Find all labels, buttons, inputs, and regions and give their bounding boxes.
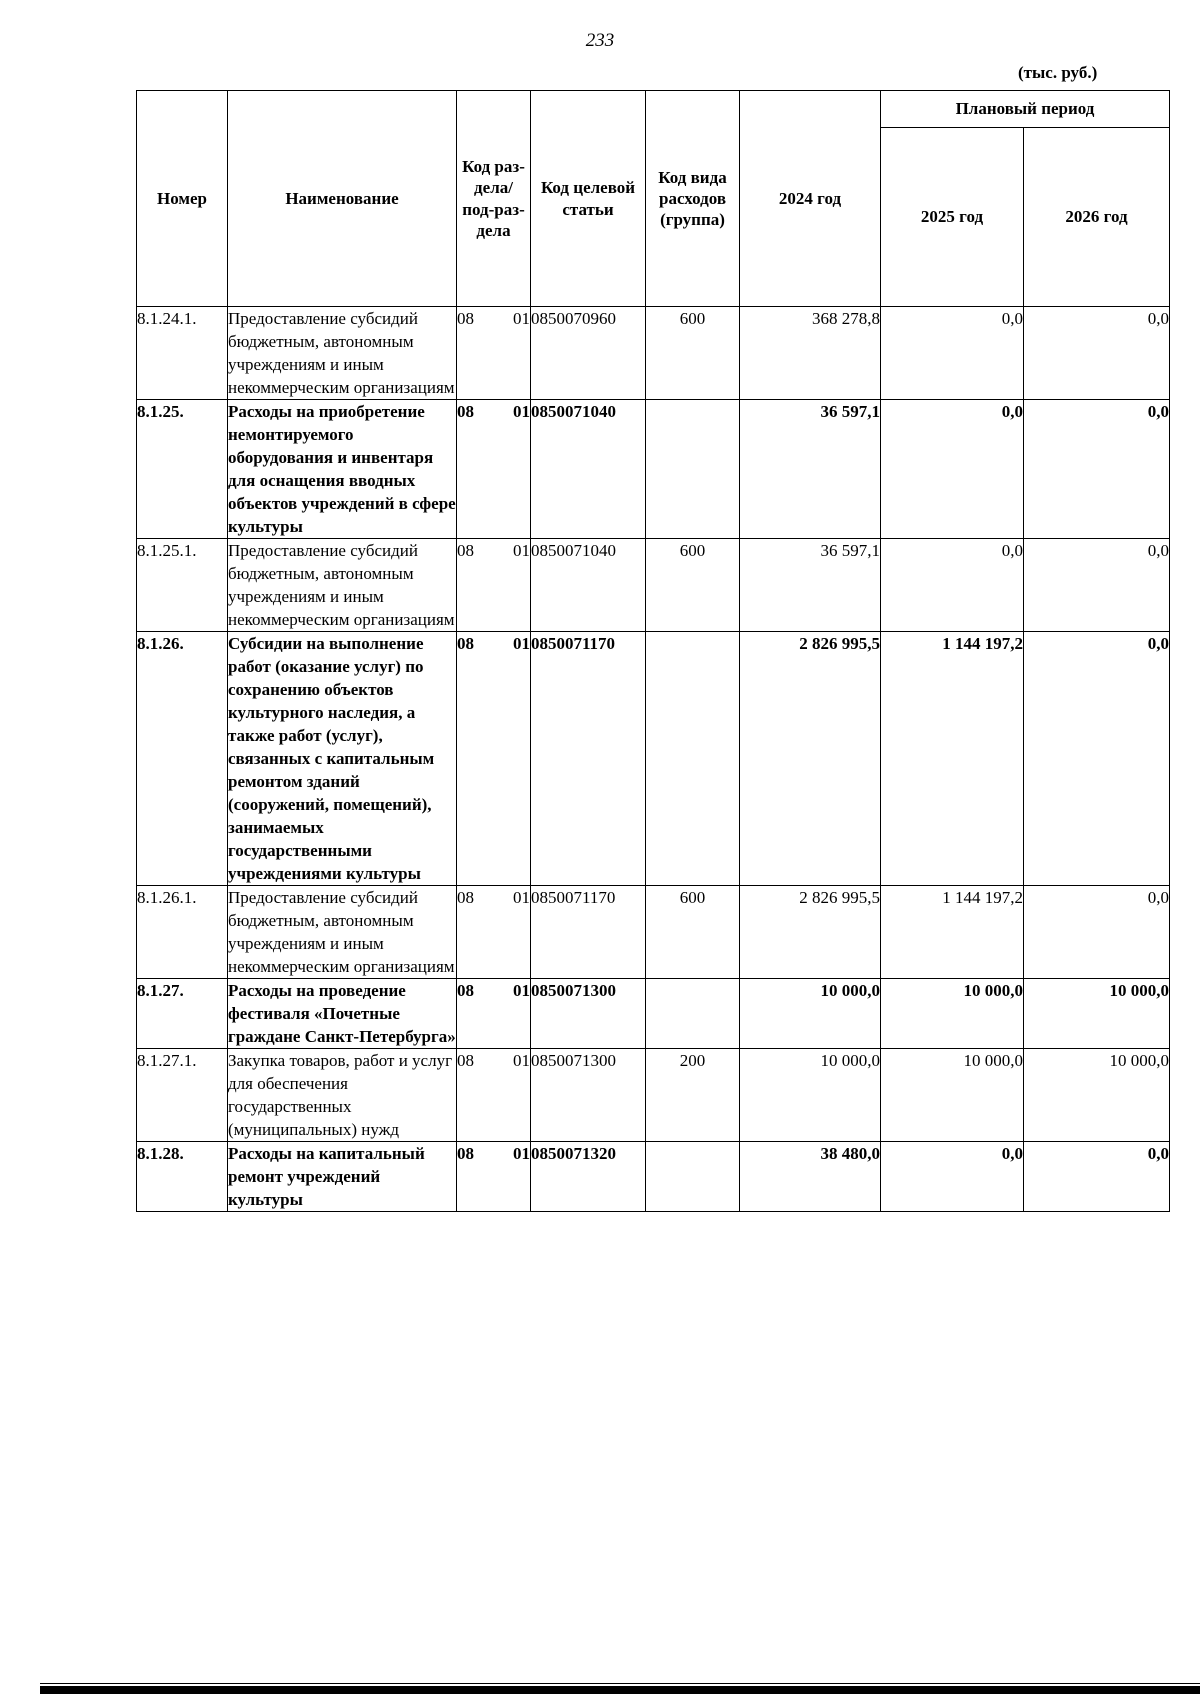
- page-number: 233: [585, 30, 615, 51]
- row-value-2026: 0,0: [1024, 400, 1170, 539]
- header-target-code: Код целевой статьи: [531, 91, 646, 307]
- row-name: Расходы на капитальный ремонт учреждений культуры: [228, 1142, 457, 1212]
- row-target-code: 0850071170: [531, 886, 646, 979]
- header-section-code: Код раз-дела/ под-раз-дела: [457, 91, 531, 307]
- row-value-2026: 10 000,0: [1024, 979, 1170, 1049]
- row-subsection: 01: [513, 634, 530, 653]
- header-year-2026: 2026 год: [1024, 128, 1170, 307]
- row-section-code: [457, 1142, 531, 1212]
- row-section-code: [457, 979, 531, 1049]
- table-body: [137, 307, 1170, 1212]
- row-section-code: [457, 307, 531, 400]
- table-row: [137, 1142, 1170, 1212]
- row-value-2025: 0,0: [881, 307, 1024, 400]
- scan-edge-line: [40, 1683, 1200, 1684]
- row-value-2026: 0,0: [1024, 886, 1170, 979]
- row-value-2025: 0,0: [881, 539, 1024, 632]
- row-number: 8.1.25.1.: [137, 539, 228, 632]
- row-value-2024: 36 597,1: [740, 539, 881, 632]
- row-expense-group: 600: [646, 886, 740, 979]
- row-section: 08: [457, 634, 474, 653]
- table-header-row: [137, 91, 1170, 128]
- header-year-2024: 2024 год: [740, 91, 881, 307]
- row-section-code: [457, 886, 531, 979]
- row-number: 8.1.26.1.: [137, 886, 228, 979]
- row-target-code: 0850071300: [531, 1049, 646, 1142]
- row-value-2025: 10 000,0: [881, 1049, 1024, 1142]
- row-value-2025: 1 144 197,2: [881, 886, 1024, 979]
- row-value-2025: 0,0: [881, 1142, 1024, 1212]
- table-row: [137, 1049, 1170, 1142]
- row-name: Расходы на приобретение немонтируемого оборудования и инвентаря для оснащения вводных объектов учреждений в сфере культуры: [228, 400, 457, 539]
- row-name: Закупка товаров, работ и услуг для обеспечения государственных (муниципальных) нужд: [228, 1049, 457, 1142]
- header-plan-period: Плановый период: [881, 91, 1170, 128]
- table-row: [137, 632, 1170, 886]
- row-name: Предоставление субсидий бюджетным, автономным учреждениям и иным некоммерческим организациям: [228, 307, 457, 400]
- row-value-2024: 10 000,0: [740, 1049, 881, 1142]
- header-year-2025: 2025 год: [881, 128, 1024, 307]
- table-row: [137, 979, 1170, 1049]
- row-name: Субсидии на выполнение работ (оказание услуг) по сохранению объектов культурного наследия, а также работ (услуг), связанных с капитальным ремонтом зданий (сооружений, помещений), занимаемых государственными учреждениями культуры: [228, 632, 457, 886]
- row-subsection: 01: [513, 981, 530, 1000]
- table-row: [137, 886, 1170, 979]
- row-value-2024: 36 597,1: [740, 400, 881, 539]
- table-row: [137, 539, 1170, 632]
- row-expense-group: 200: [646, 1049, 740, 1142]
- row-section: 08: [457, 888, 474, 907]
- row-value-2024: 368 278,8: [740, 307, 881, 400]
- units-label: (тыс. руб.): [1018, 63, 1098, 82]
- table-row: [137, 307, 1170, 400]
- row-subsection: 01: [513, 1051, 530, 1070]
- row-value-2024: 2 826 995,5: [740, 886, 881, 979]
- row-value-2025: 0,0: [881, 400, 1024, 539]
- row-expense-group: [646, 1142, 740, 1212]
- header-number: Номер: [137, 91, 228, 307]
- row-expense-group: 600: [646, 539, 740, 632]
- row-number: 8.1.25.: [137, 400, 228, 539]
- row-target-code: 0850071170: [531, 632, 646, 886]
- row-value-2024: 10 000,0: [740, 979, 881, 1049]
- table-row: [137, 400, 1170, 539]
- row-number: 8.1.26.: [137, 632, 228, 886]
- row-name: Предоставление субсидий бюджетным, автономным учреждениям и иным некоммерческим организациям: [228, 539, 457, 632]
- row-value-2026: 0,0: [1024, 1142, 1170, 1212]
- row-subsection: 01: [513, 888, 530, 907]
- row-section: 08: [457, 981, 474, 1000]
- row-value-2026: 10 000,0: [1024, 1049, 1170, 1142]
- row-section-code: [457, 400, 531, 539]
- scan-edge-bar: [40, 1686, 1200, 1694]
- row-number: 8.1.28.: [137, 1142, 228, 1212]
- budget-table: [136, 90, 1170, 1212]
- row-subsection: 01: [513, 402, 530, 421]
- row-value-2024: 2 826 995,5: [740, 632, 881, 886]
- row-target-code: 0850070960: [531, 307, 646, 400]
- header-expense-type: Код вида расходов (группа): [646, 91, 740, 307]
- row-value-2026: 0,0: [1024, 307, 1170, 400]
- row-subsection: 01: [513, 1144, 530, 1163]
- row-target-code: 0850071320: [531, 1142, 646, 1212]
- row-section-code: [457, 1049, 531, 1142]
- row-target-code: 0850071040: [531, 400, 646, 539]
- row-value-2025: 1 144 197,2: [881, 632, 1024, 886]
- row-number: 8.1.27.: [137, 979, 228, 1049]
- row-target-code: 0850071040: [531, 539, 646, 632]
- header-name: Наименование: [228, 91, 457, 307]
- row-target-code: 0850071300: [531, 979, 646, 1049]
- row-number: 8.1.24.1.: [137, 307, 228, 400]
- row-subsection: 01: [513, 541, 530, 560]
- row-value-2026: 0,0: [1024, 632, 1170, 886]
- row-section: 08: [457, 541, 474, 560]
- row-name: Предоставление субсидий бюджетным, автономным учреждениям и иным некоммерческим организациям: [228, 886, 457, 979]
- row-expense-group: [646, 400, 740, 539]
- row-number: 8.1.27.1.: [137, 1049, 228, 1142]
- row-section-code: [457, 539, 531, 632]
- row-expense-group: 600: [646, 307, 740, 400]
- row-value-2026: 0,0: [1024, 539, 1170, 632]
- row-section-code: [457, 632, 531, 886]
- row-value-2024: 38 480,0: [740, 1142, 881, 1212]
- row-name: Расходы на проведение фестиваля «Почетные граждане Санкт-Петербурга»: [228, 979, 457, 1049]
- row-section: 08: [457, 402, 474, 421]
- row-section: 08: [457, 309, 474, 328]
- row-section: 08: [457, 1144, 474, 1163]
- row-section: 08: [457, 1051, 474, 1070]
- row-subsection: 01: [513, 309, 530, 328]
- row-value-2025: 10 000,0: [881, 979, 1024, 1049]
- row-expense-group: [646, 979, 740, 1049]
- row-expense-group: [646, 632, 740, 886]
